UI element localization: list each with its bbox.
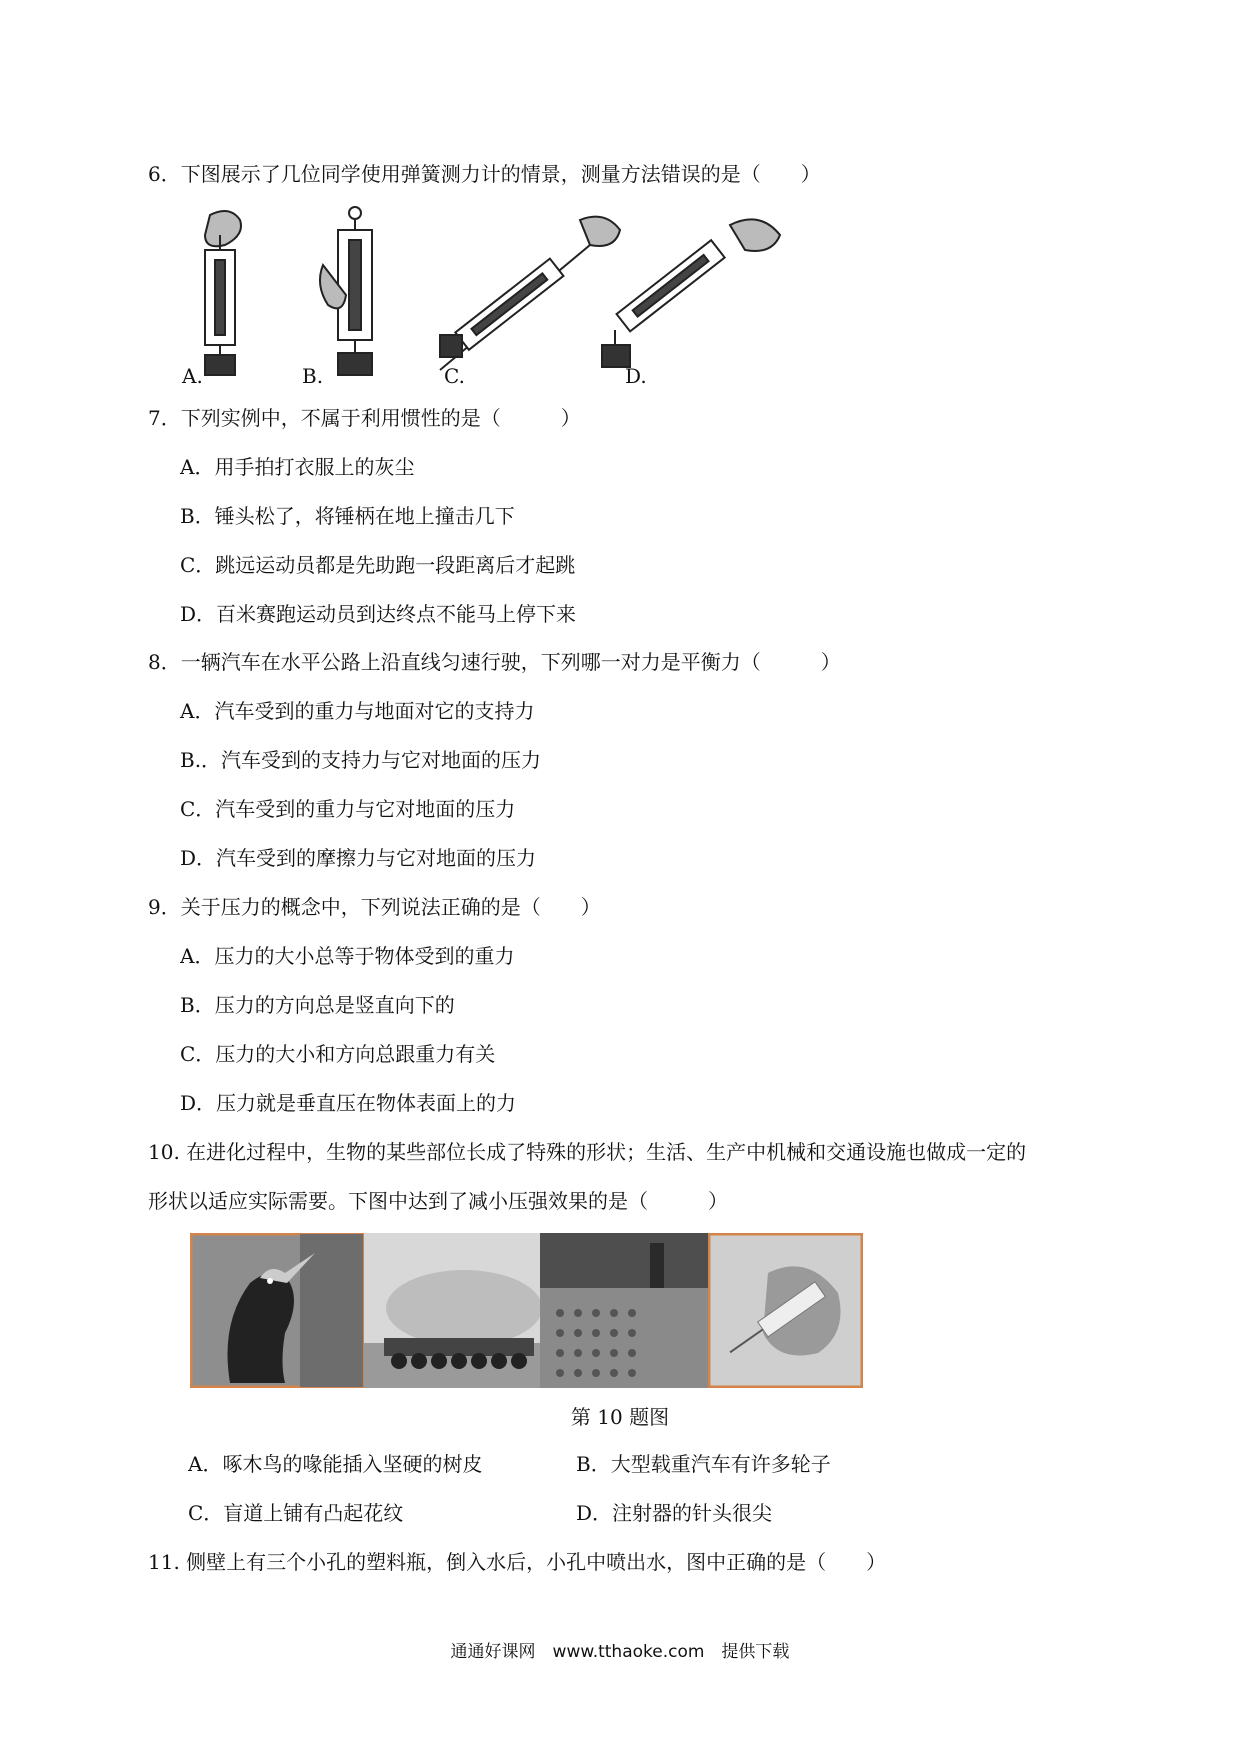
page-footer: 通通好课网 www.tthaoke.com 提供下载 bbox=[450, 1642, 790, 1662]
woodpecker-photo bbox=[190, 1233, 364, 1388]
q8-option-b: B.．汽车受到的支持力与它对地面的压力 bbox=[180, 748, 542, 772]
q8-option-a: A．汽车受到的重力与地面对它的支持力 bbox=[180, 699, 535, 723]
q9-option-b: B．压力的方向总是竖直向下的 bbox=[180, 993, 455, 1017]
q7-stem: 7．下列实例中，不属于利用惯性的是（ ） bbox=[148, 406, 581, 430]
q6-label-d: D. bbox=[625, 364, 647, 388]
q10-stem-line1: 10. 在进化过程中，生物的某些部位长成了特殊的形状；生活、生产中机械和交通设施也做成一定的 bbox=[148, 1140, 1027, 1164]
q6-stem: 6．下图展示了几位同学使用弹簧测力计的情景，测量方法错误的是（ ） bbox=[148, 162, 821, 186]
q10-figure-caption: 第 10 题图 bbox=[570, 1405, 670, 1429]
scale-b bbox=[320, 207, 372, 375]
q10-option-a: A．啄木鸟的喙能插入坚硬的树皮 bbox=[188, 1452, 483, 1476]
q11-stem: 11. 侧壁上有三个小孔的塑料瓶，倒入水后，小孔中喷出水，图中正确的是（ ） bbox=[148, 1550, 887, 1574]
q6-label-c: C. bbox=[444, 364, 465, 388]
q6-label-a: A. bbox=[182, 364, 203, 388]
q10-option-d: D．注射器的针头很尖 bbox=[576, 1501, 773, 1525]
scale-a bbox=[205, 211, 241, 375]
q10-option-b: B．大型载重汽车有许多轮子 bbox=[576, 1452, 831, 1476]
heavy-truck-photo bbox=[364, 1233, 540, 1388]
syringe-photo bbox=[708, 1233, 863, 1388]
q7-option-c: C．跳远运动员都是先助跑一段距离后才起跳 bbox=[180, 553, 576, 577]
q9-option-a: A．压力的大小总等于物体受到的重力 bbox=[180, 944, 515, 968]
q8-option-d: D．汽车受到的摩擦力与它对地面的压力 bbox=[180, 846, 537, 870]
q7-option-b: B．锤头松了，将锤柄在地上撞击几下 bbox=[180, 504, 515, 528]
q7-option-a: A．用手拍打衣服上的灰尘 bbox=[180, 455, 415, 479]
q10-stem-line2: 形状以适应实际需要。下图中达到了减小压强效果的是（ ） bbox=[148, 1189, 728, 1213]
q7-option-d: D．百米赛跑运动员到达终点不能马上停下来 bbox=[180, 602, 577, 626]
q9-option-d: D．压力就是垂直压在物体表面上的力 bbox=[180, 1091, 517, 1115]
q9-option-c: C．压力的大小和方向总跟重力有关 bbox=[180, 1042, 496, 1066]
scale-d bbox=[602, 219, 780, 367]
tactile-paving-photo bbox=[540, 1233, 708, 1388]
q6-label-b: B. bbox=[302, 364, 324, 388]
spring-scale-illustrations bbox=[170, 205, 810, 385]
q8-option-c: C．汽车受到的重力与它对地面的压力 bbox=[180, 797, 516, 821]
q9-stem: 9．关于压力的概念中，下列说法正确的是（ ） bbox=[148, 895, 601, 919]
q8-stem: 8．一辆汽车在水平公路上沿直线匀速行驶，下列哪一对力是平衡力（ ） bbox=[148, 650, 841, 674]
scale-c bbox=[440, 217, 620, 370]
q10-option-c: C．盲道上铺有凸起花纹 bbox=[188, 1501, 404, 1525]
